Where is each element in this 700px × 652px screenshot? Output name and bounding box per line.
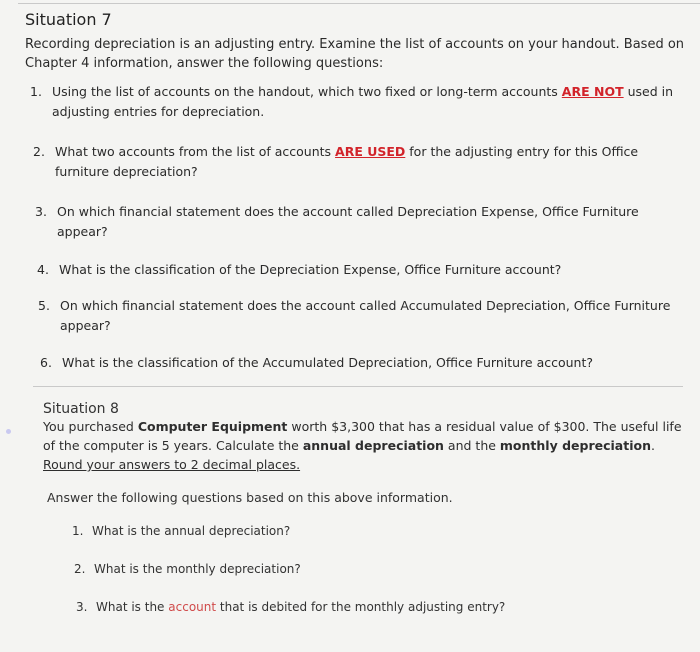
question-number: 1. bbox=[72, 524, 84, 538]
question-number: 1. bbox=[30, 84, 42, 99]
situation-8-paragraph bbox=[43, 417, 688, 474]
question-text: What is the monthly depreciation? bbox=[94, 562, 301, 576]
question-3 bbox=[35, 202, 650, 242]
paragraph-text: You purchased bbox=[43, 419, 138, 434]
section-divider bbox=[33, 386, 683, 387]
bold-text: Computer Equipment bbox=[137, 419, 288, 434]
question-number: 6. bbox=[40, 355, 52, 370]
question-text: What is the bbox=[96, 600, 169, 614]
question-number: 3. bbox=[76, 600, 88, 614]
question-text: that is debited for the monthly adjusting entry? bbox=[216, 600, 506, 614]
account-emphasis: account bbox=[168, 600, 217, 614]
margin-dot bbox=[6, 429, 11, 434]
question-text: What is the classification of the Accumulated Depreciation, Office Furniture account? bbox=[62, 355, 594, 370]
bold-text: monthly depreciation bbox=[499, 438, 651, 453]
answer-intro: Answer the following questions based on this above information. bbox=[47, 490, 453, 505]
emphasis-text: ARE USED bbox=[335, 144, 406, 159]
rounding-instruction: Round your answers to 2 decimal places. bbox=[43, 457, 301, 472]
situation-8-heading: Situation 8 bbox=[43, 401, 119, 417]
emphasis-text: ARE NOT bbox=[561, 84, 624, 99]
question-number: 4. bbox=[37, 262, 49, 277]
paragraph-text: worth $3,300 that has a residual value of $300. The useful life of the computer is 5 years. Calculate the bbox=[43, 419, 682, 453]
s8-question-2 bbox=[74, 562, 301, 576]
question-text: for the adjusting entry for this Office furniture depreciation? bbox=[55, 144, 639, 179]
question-4 bbox=[37, 260, 677, 280]
question-number: 5. bbox=[38, 298, 50, 313]
s8-question-1 bbox=[72, 524, 290, 538]
question-text: On which financial statement does the account called Accumulated Depreciation, Office Furniture appear? bbox=[60, 298, 671, 333]
situation-7-intro: Recording depreciation is an adjusting entry. Examine the list of accounts on your handout. Based on Chapter 4 information, answer the following questions: bbox=[25, 37, 685, 71]
top-divider bbox=[18, 3, 700, 4]
question-1 bbox=[30, 82, 680, 122]
question-text: On which financial statement does the account called Depreciation Expense, Office Furniture appear? bbox=[57, 204, 639, 239]
situation-7-heading: Situation 7 bbox=[25, 10, 112, 29]
question-text: What is the annual depreciation? bbox=[92, 524, 291, 538]
question-number: 2. bbox=[74, 562, 86, 576]
question-text: Using the list of accounts on the handout, which two fixed or long-term accounts bbox=[52, 84, 562, 99]
paragraph-text: and the bbox=[443, 438, 500, 453]
question-5 bbox=[38, 296, 678, 336]
question-text: What two accounts from the list of accounts bbox=[55, 144, 336, 159]
bold-text: annual depreciation bbox=[302, 438, 444, 453]
question-text: What is the classification of the Depreciation Expense, Office Furniture account? bbox=[59, 262, 562, 277]
question-2 bbox=[33, 142, 673, 182]
paragraph-text: . bbox=[650, 438, 655, 453]
question-number: 2. bbox=[33, 144, 45, 159]
s8-question-3 bbox=[76, 600, 505, 614]
question-number: 3. bbox=[35, 204, 47, 219]
question-text: used in adjusting entries for depreciation. bbox=[52, 84, 674, 119]
question-6 bbox=[40, 353, 680, 373]
